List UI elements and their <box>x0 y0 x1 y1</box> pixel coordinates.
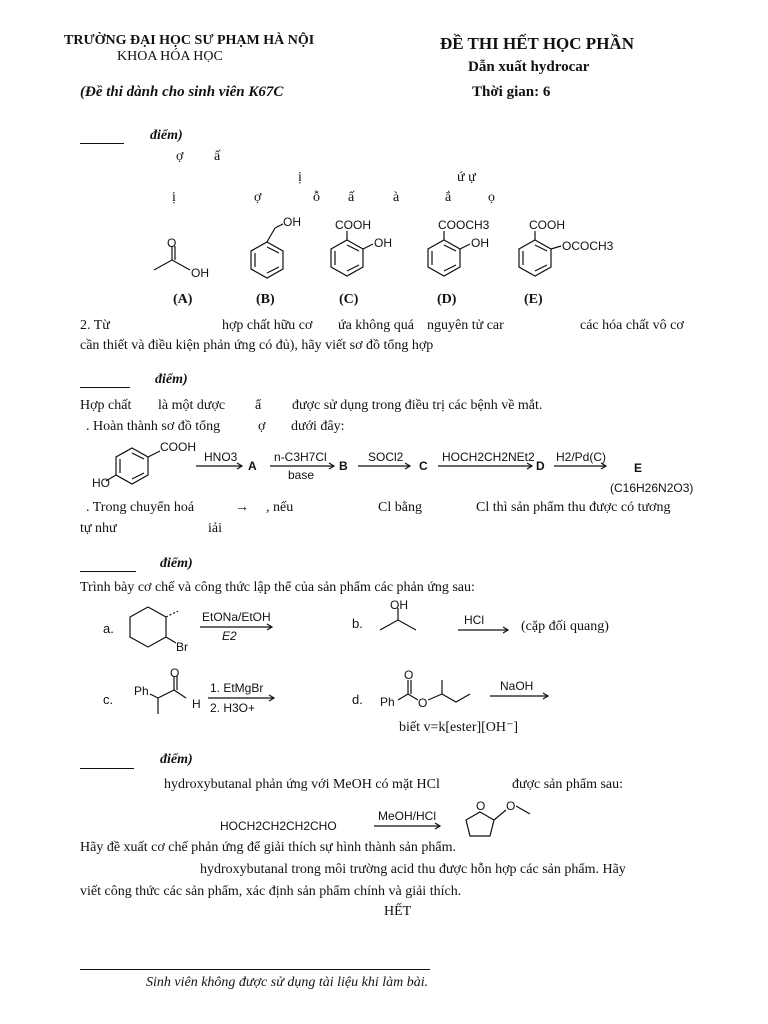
molecule-label: COOH <box>335 218 371 232</box>
q3b-reaction <box>378 600 538 645</box>
q3c-reaction <box>132 668 292 728</box>
q3c-o: O <box>170 666 180 680</box>
end-marker: HẾT <box>384 904 412 919</box>
q1-part2-text: các hóa chất vô cơ <box>580 318 684 333</box>
q3a-condition: E2 <box>222 629 237 643</box>
q4-reaction <box>218 800 548 845</box>
molecule-label: OH <box>471 236 489 250</box>
q4-methoxy-oxygen: O <box>506 799 516 813</box>
q2-points: điểm) <box>155 372 188 387</box>
q4-intro-text: được sản phẩm sau: <box>512 777 624 792</box>
q2-sub-text: . Trong chuyển hoá <box>86 500 195 515</box>
molecule-e-structure <box>513 216 623 286</box>
q4-line3: viết công thức các sản phẩm, xác định sản phẩm chính và giải thích. <box>80 884 462 899</box>
molecule-label: OH <box>191 266 209 280</box>
q2-task-text: ợ <box>258 419 266 434</box>
q2-sub-arrow: → <box>235 500 249 515</box>
q3c-label: c. <box>103 692 114 707</box>
q1-number-line <box>80 143 124 144</box>
q4-reactant: HOCH2CH2CH2CHO <box>220 819 337 833</box>
q1-fragment: à <box>393 190 400 205</box>
q1-part2-text: cần thiết và điều kiện phản ứng có đủ), hãy viết sơ đồ tổng hợp <box>80 338 434 353</box>
scheme-reagent: SOCl2 <box>368 450 404 464</box>
q2-intro-text: ẩ <box>255 398 262 413</box>
q3d-o-ester: O <box>418 696 428 710</box>
q1-fragment: ợ <box>176 149 184 164</box>
q4-points: điểm) <box>160 752 193 767</box>
scheme-product: C <box>419 459 428 473</box>
molecule-label: COOH <box>529 218 565 232</box>
q1-fragment: ỗ <box>313 190 320 205</box>
scheme-label: HO <box>92 476 110 490</box>
compound-label-d: (D) <box>437 292 457 307</box>
q3a-reagent: EtONa/EtOH <box>202 610 271 624</box>
scheme-product: A <box>248 459 257 473</box>
q2-number-line <box>80 387 130 388</box>
q3b-oh: OH <box>390 598 408 612</box>
q2-synthesis-scheme <box>92 440 712 500</box>
q3c-ph: Ph <box>134 684 149 698</box>
q2-sub-text: Cl thì sản phẩm thu được có tương <box>476 500 671 515</box>
q1-part2-text: 2. Từ <box>80 318 110 333</box>
q3a-label: a. <box>103 621 114 636</box>
q4-number-line <box>80 768 134 769</box>
scheme-label: COOH <box>160 440 196 454</box>
q2-intro-text: Hợp chất <box>80 398 132 413</box>
q3d-reaction <box>378 668 568 718</box>
university-name: TRƯỜNG ĐẠI HỌC SƯ PHẠM HÀ NỘI <box>64 33 315 48</box>
q4-line1: Hãy đề xuất cơ chế phản ứng để giải thích sự hình thành sản phẩm. <box>80 840 456 855</box>
molecule-c-structure <box>325 216 415 286</box>
q4-ring-oxygen: O <box>476 799 486 813</box>
molecule-label: COOCH3 <box>438 218 490 232</box>
molecule-label: O <box>167 236 177 250</box>
course-name: Dẫn xuất hydrocar <box>468 59 590 75</box>
q1-fragment: ứ ự <box>457 170 476 185</box>
scheme-product: B <box>339 459 348 473</box>
q3a-reaction <box>124 605 284 655</box>
q3d-o-carbonyl: O <box>404 668 414 682</box>
q2-sub-text: , nếu <box>266 500 294 515</box>
q3d-ph: Ph <box>380 695 395 709</box>
molecule-a-structure <box>150 236 210 286</box>
scheme-reagent: n-C3H7Cl <box>274 450 327 464</box>
q1-part2-text: ứa không quá <box>338 318 415 333</box>
q3a-br: Br <box>176 640 188 654</box>
q2-sub-text: tự như <box>80 521 117 536</box>
scheme-reagent: base <box>288 468 315 482</box>
q3c-reagent-2: 2. H3O+ <box>210 701 256 715</box>
molecule-label: OH <box>283 215 301 229</box>
molecule-label: OCOCH3 <box>562 239 614 253</box>
q3-number-line <box>80 571 136 572</box>
q3d-reagent: NaOH <box>500 679 534 693</box>
q3b-reagent: HCl <box>464 613 484 627</box>
q1-fragment: ọ <box>488 190 495 205</box>
q3b-note: (cặp đối quang) <box>521 619 609 634</box>
exam-time: Thời gian: 6 <box>472 84 551 100</box>
q2-intro-text: được sử dụng trong điều trị các bệnh về mắt. <box>292 398 543 413</box>
q1-points: điểm) <box>150 128 183 143</box>
q4-reagent: MeOH/HCl <box>378 809 437 823</box>
q1-fragment: ắ <box>445 190 452 205</box>
compound-label-a: (A) <box>173 292 193 307</box>
q3c-h: H <box>192 697 201 711</box>
scheme-reagent: H2/Pd(C) <box>556 450 607 464</box>
scheme-product: D <box>536 459 545 473</box>
exam-audience: (Đề thi dành cho sinh viên K67C <box>80 84 284 100</box>
molecule-b-structure <box>245 212 315 282</box>
q2-task-text: . Hoàn thành sơ đồ tổng <box>86 419 221 434</box>
footer-note: Sinh viên không được sử dụng tài liệu khi làm bài. <box>146 975 429 990</box>
q2-intro-text: là một dược <box>158 398 226 413</box>
molecule-label: OH <box>374 236 392 250</box>
q1-part2-text: hợp chất hữu cơ <box>222 318 313 333</box>
compound-label-c: (C) <box>339 292 359 307</box>
q4-line2: hydroxybutanal trong môi trường acid thu được hỗn hợp các sản phẩm. Hãy <box>200 862 626 877</box>
q1-fragment: ợ <box>254 190 262 205</box>
footer-rule <box>80 969 430 970</box>
q2-task-text: dưới đây: <box>291 419 345 434</box>
q2-sub-text: Cl bằng <box>378 500 422 515</box>
q1-fragment: ấ <box>348 190 355 205</box>
q1-part2-text: nguyên tử car <box>427 318 504 333</box>
q3b-label: b. <box>352 616 363 631</box>
q3-points: điểm) <box>160 556 193 571</box>
q3c-reagent-1: 1. EtMgBr <box>210 681 264 695</box>
q3d-note: biết v=k[ester][OH⁻] <box>399 720 519 735</box>
q1-fragment: ấ <box>214 149 221 164</box>
scheme-reagent: HOCH2CH2NEt2 <box>442 450 535 464</box>
scheme-formula: (C16H26N2O3) <box>610 481 694 495</box>
q1-fragment: ị <box>298 170 302 185</box>
molecule-d-structure <box>422 216 522 286</box>
q4-intro-text: hydroxybutanal phản ứng với MeOH có mặt HCl <box>164 777 440 792</box>
exam-title: ĐỀ THI HẾT HỌC PHẦN <box>440 34 634 53</box>
q1-fragment: ị <box>172 190 176 205</box>
faculty-name: KHOA HÓA HỌC <box>117 49 223 64</box>
scheme-product: E <box>634 461 643 475</box>
compound-label-e: (E) <box>524 292 543 307</box>
q3d-label: d. <box>352 692 363 707</box>
compound-label-b: (B) <box>256 292 275 307</box>
q2-sub-text: iải <box>208 521 222 536</box>
scheme-reagent: HNO3 <box>204 450 238 464</box>
q3-prompt: Trình bày cơ chế và công thức lập thể của sản phẩm các phản ứng sau: <box>80 580 475 595</box>
